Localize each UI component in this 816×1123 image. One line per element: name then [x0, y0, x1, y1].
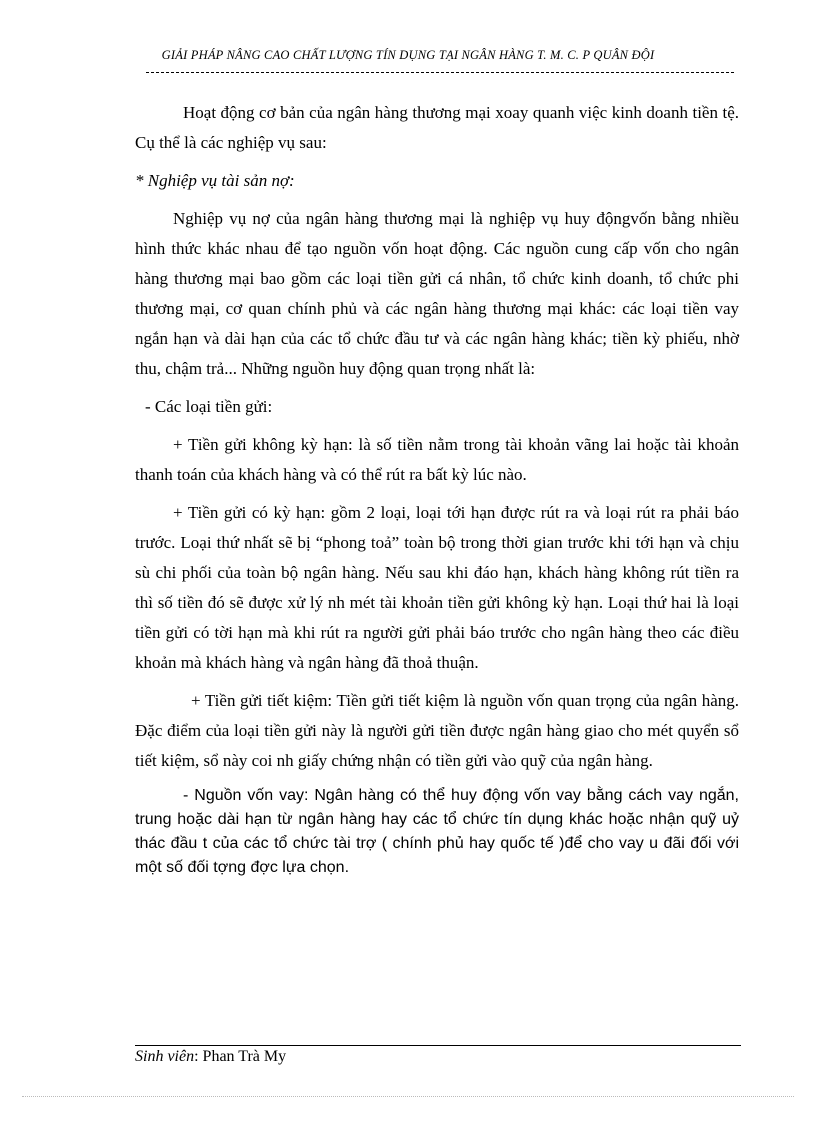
footer-rule	[135, 1045, 741, 1046]
footer-student-label: Sinh viên	[135, 1048, 195, 1065]
footer-student: Sinh viên: Phan Trà My	[135, 1048, 287, 1065]
subheading-deposits: - Các loại tiền gửi:	[145, 397, 273, 416]
document-body	[135, 98, 739, 888]
paragraph-savings-deposits: + Tiền gửi tiết kiệm: Tiền gửi tiết kiệm là nguồn vốn quan trọng của ngân hàng. Đặc điểm của loại tiền gửi này là người gửi tiền được ngân hàng giao cho mét quyển sổ tiết kiệm, sổ này coi nh giấy chứng nhận có tiền gửi vào quỹ của ngân hàng.	[135, 691, 739, 770]
paragraph-demand-deposits: + Tiền gửi không kỳ hạn: là số tiền nằm trong tài khoản vãng lai hoặc tài khoản thanh toán của khách hàng và có thể rút ra bất kỳ lúc nào.	[135, 435, 739, 484]
paragraph-intro: Hoạt động cơ bản của ngân hàng thương mại xoay quanh việc kinh doanh tiền tệ. Cụ thể là các nghiệp vụ sau:	[135, 103, 739, 152]
footer-student-name: Phan Trà My	[202, 1048, 287, 1065]
running-header-title: GIẢI PHÁP NÂNG CAO CHẤT LƯỢNG TÍN DỤNG TẠI NGÂN HÀNG T. M. C. P QUÂN ĐỘI	[161, 48, 655, 62]
paragraph-term-deposits: + Tiền gửi có kỳ hạn: gồm 2 loại, loại tới hạn được rút ra và loại rút ra phải báo trước. Loại thứ nhất sẽ bị “phong toả” toàn bộ trong thời gian trước khi tới hạn và chịu sù chi phối của toàn bộ ngân hàng. Nếu sau khi đáo hạn, khách hàng không rút tiền ra thì số tiền đó sẽ được xử lý nh mét tài khoản tiền gửi không kỳ hạn. Loại thứ hai là loại tiền gửi có tời hạn mà khi rút ra người gửi phải báo trước cho ngân hàng theo các điều khoản mà khách hàng và ngân hàng đã thoả thuận.	[135, 503, 739, 672]
page-bottom-dotted-border	[22, 1096, 794, 1097]
section-heading-liabilities: * Nghiệp vụ tài sản nợ:	[135, 171, 295, 190]
paragraph-borrowed-funds: - Nguồn vốn vay: Ngân hàng có thể huy động vốn vay bằng cách vay ngắn, trung hoặc dài hạn từ ngân hàng hay các tổ chức tín dụng khác hoặc nhận quỹ uỷ thác đầu t của các tổ chức tài trợ ( chính phủ hay quốc tế )để cho vay u đãi đối với một số đối tợng đợc lựa chọn.	[135, 787, 739, 876]
paragraph-liabilities: Nghiệp vụ nợ của ngân hàng thương mại là nghiệp vụ huy độngvốn bằng nhiều hình thức khác nhau để tạo nguồn vốn hoạt động. Các nguồn cung cấp vốn cho ngân hàng thương mại bao gồm các loại tiền gửi cá nhân, tổ chức kinh doanh, tổ chức phi thương mại, cơ quan chính phủ và các ngân hàng thương mại khác: các loại tiền vay ngắn hạn và dài hạn của các tổ chức đầu tư và các ngân hàng khác; tiền kỳ phiếu, nhờ thu, chậm trả... Những nguồn huy động quan trọng nhất là:	[135, 209, 739, 378]
header-dashed-rule	[146, 72, 734, 73]
